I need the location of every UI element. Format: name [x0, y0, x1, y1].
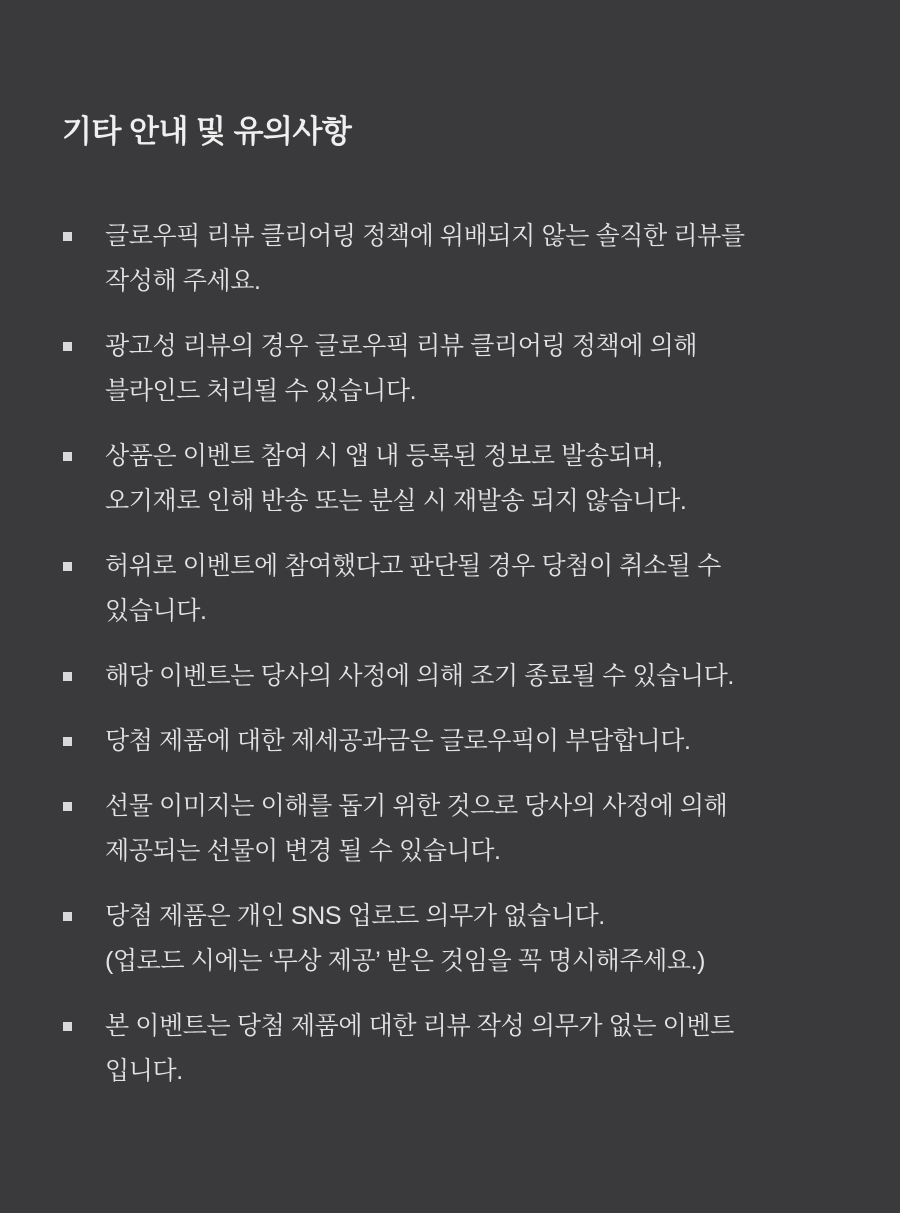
bullet-square-icon [63, 342, 72, 351]
notice-item [62, 719, 836, 764]
bullet-square-icon [63, 452, 72, 461]
notice-item [62, 544, 836, 634]
notice-item-text: 해당 이벤트는 당사의 사정에 의해 조기 종료될 수 있습니다. [105, 662, 734, 690]
notice-title: 기타 안내 및 유의사항 [62, 114, 352, 149]
bullet-square-icon [63, 912, 72, 921]
notice-item-text: 선물 이미지는 이해를 돕기 위한 것으로 당사의 사정에 의해 제공되는 선물이 변경 될 수 있습니다. [105, 792, 728, 865]
notice-item [62, 324, 836, 414]
notice-item [62, 434, 836, 524]
notice-item [62, 894, 836, 984]
bullet-square-icon [63, 672, 72, 681]
bullet-square-icon [63, 737, 72, 746]
notice-item [62, 784, 836, 874]
notice-item-text: 상품은 이벤트 참여 시 앱 내 등록된 정보로 발송되며, 오기재로 인해 반송 또는 분실 시 재발송 되지 않습니다. [105, 442, 687, 515]
bullet-square-icon [63, 1022, 72, 1031]
bullet-square-icon [63, 562, 72, 571]
bullet-square-icon [63, 802, 72, 811]
notice-item-text: 당첨 제품은 개인 SNS 업로드 의무가 없습니다. (업로드 시에는 ‘무상 제공’ 받은 것임을 꼭 명시해주세요.) [105, 902, 706, 975]
bullet-square-icon [63, 232, 72, 241]
notice-item-text: 당첨 제품에 대한 제세공과금은 글로우픽이 부담합니다. [105, 727, 691, 755]
notice-item-text: 광고성 리뷰의 경우 글로우픽 리뷰 클리어링 정책에 의해 블라인드 처리될 수 있습니다. [105, 332, 698, 405]
notice-item [62, 654, 836, 699]
notice-item-text: 글로우픽 리뷰 클리어링 정책에 위배되지 않는 솔직한 리뷰를 작성해 주세요. [105, 222, 745, 295]
notice-list [62, 214, 836, 1094]
notice-item-text: 허위로 이벤트에 참여했다고 판단될 경우 당첨이 취소될 수 있습니다. [105, 552, 721, 625]
notice-item [62, 1004, 836, 1094]
notice-item [62, 214, 836, 304]
notice-item-text: 본 이벤트는 당첨 제품에 대한 리뷰 작성 의무가 없는 이벤트 입니다. [105, 1012, 734, 1085]
